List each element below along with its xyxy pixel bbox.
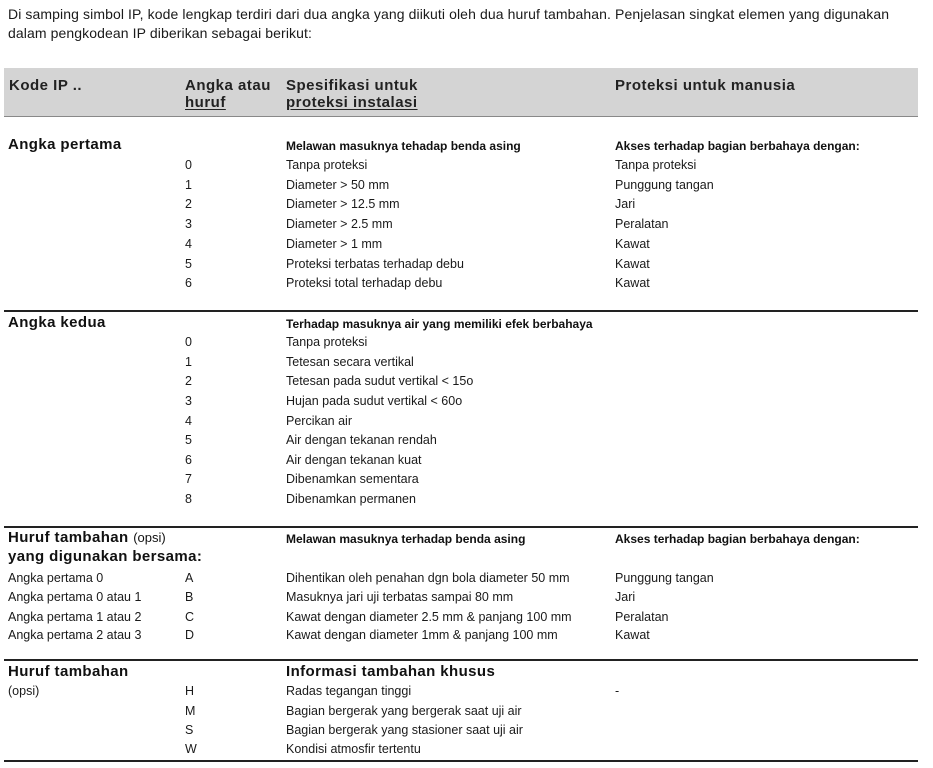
- code-cell: 1: [185, 178, 192, 192]
- spec-cell: Air dengan tekanan rendah: [286, 433, 437, 447]
- table-row: [0, 374, 933, 393]
- spec-heading: Informasi tambahan khusus: [286, 663, 496, 680]
- code-cell: 6: [185, 276, 192, 290]
- header-angka-line2: huruf: [185, 94, 226, 111]
- protection-heading: Akses terhadap bagian berbahaya dengan:: [615, 532, 860, 546]
- code-cell: W: [185, 742, 197, 756]
- table-row: [0, 414, 933, 433]
- code-cell: C: [185, 610, 195, 624]
- spec-cell: Tetesan secara vertikal: [286, 355, 414, 369]
- code-cell: B: [185, 590, 194, 604]
- table-header: [4, 68, 918, 117]
- spec-cell: Kawat dengan diameter 2.5 mm & panjang 100 mm: [286, 610, 572, 624]
- spec-heading: Melawan masuknya tehadap benda asing: [286, 139, 521, 153]
- spec-cell: Dibenamkan permanen: [286, 492, 416, 506]
- protection-cell: Tanpa proteksi: [615, 158, 697, 172]
- section-title-line2: yang digunakan bersama:: [8, 548, 203, 565]
- table-row: [0, 355, 933, 374]
- spec-cell: Tetesan pada sudut vertikal < 15o: [286, 374, 474, 388]
- protection-cell: Punggung tangan: [615, 571, 714, 585]
- section-title-optional: (opsi): [133, 530, 166, 545]
- protection-cell: Kawat: [615, 257, 650, 271]
- section-title-main: Huruf tambahan: [8, 529, 129, 546]
- table-row: [0, 453, 933, 472]
- section-title: Angka kedua: [8, 314, 106, 331]
- spec-cell: Masuknya jari uji terbatas sampai 80 mm: [286, 590, 514, 604]
- code-cell: A: [185, 571, 194, 585]
- protection-cell: Peralatan: [615, 610, 669, 624]
- section-title: Angka pertama: [8, 136, 122, 153]
- spec-cell: Hujan pada sudut vertikal < 60o: [286, 394, 463, 408]
- code-cell: 5: [185, 257, 192, 271]
- table-row: [0, 492, 933, 511]
- label-cell: Angka pertama 0: [8, 571, 104, 585]
- code-cell: 5: [185, 433, 192, 447]
- code-cell: 4: [185, 414, 192, 428]
- table-row: [0, 571, 933, 590]
- table-row: [0, 276, 933, 295]
- spec-cell: Diameter > 12.5 mm: [286, 197, 400, 211]
- section-divider: [4, 310, 918, 312]
- header-proteksi-manusia: Proteksi untuk manusia: [615, 77, 796, 94]
- spec-cell: Bagian bergerak yang stasioner saat uji air: [286, 723, 523, 737]
- label-cell: Angka pertama 0 atau 1: [8, 590, 142, 604]
- spec-cell: Proteksi terbatas terhadap debu: [286, 257, 464, 271]
- protection-cell: -: [615, 684, 620, 698]
- protection-cell: Kawat: [615, 276, 650, 290]
- spec-cell: Radas tegangan tinggi: [286, 684, 412, 698]
- code-cell: 7: [185, 472, 192, 486]
- code-cell: D: [185, 628, 195, 642]
- section-title: Huruf tambahan: [8, 663, 129, 680]
- code-cell: 1: [185, 355, 192, 369]
- spec-cell: Tanpa proteksi: [286, 335, 368, 349]
- code-cell: 6: [185, 453, 192, 467]
- table-row: [0, 684, 933, 703]
- spec-cell: Diameter > 50 mm: [286, 178, 390, 192]
- protection-cell: Kawat: [615, 237, 650, 251]
- code-cell: H: [185, 684, 195, 698]
- header-spec-line2: proteksi instalasi: [286, 94, 418, 111]
- spec-cell: Proteksi total terhadap debu: [286, 276, 443, 290]
- spec-cell: Dibenamkan sementara: [286, 472, 419, 486]
- section-divider: [4, 526, 918, 528]
- code-cell: 0: [185, 158, 192, 172]
- spec-cell: Diameter > 2.5 mm: [286, 217, 393, 231]
- header-kode-ip: Kode IP ..: [9, 77, 83, 94]
- protection-cell: Kawat: [615, 628, 650, 642]
- code-cell: 2: [185, 197, 192, 211]
- table-row: [0, 237, 933, 256]
- table-row: [0, 742, 933, 761]
- table-row: [0, 217, 933, 236]
- table-row: [0, 197, 933, 216]
- spec-cell: Diameter > 1 mm: [286, 237, 383, 251]
- code-cell: 3: [185, 217, 192, 231]
- code-cell: M: [185, 704, 196, 718]
- spec-cell: Bagian bergerak yang bergerak saat uji air: [286, 704, 522, 718]
- protection-cell: Peralatan: [615, 217, 669, 231]
- spec-cell: Tanpa proteksi: [286, 158, 368, 172]
- code-cell: 0: [185, 335, 192, 349]
- protection-heading: Akses terhadap bagian berbahaya dengan:: [615, 139, 860, 153]
- table-row: [0, 628, 933, 647]
- label-cell: (opsi): [8, 684, 40, 698]
- spec-cell: Kawat dengan diameter 1mm & panjang 100 mm: [286, 628, 558, 642]
- header-angka-line1: Angka atau: [185, 77, 271, 94]
- code-cell: 8: [185, 492, 192, 506]
- code-cell: 3: [185, 394, 192, 408]
- spec-cell: Percikan air: [286, 414, 352, 428]
- label-cell: Angka pertama 1 atau 2: [8, 610, 142, 624]
- header-angka-huruf: [185, 77, 271, 111]
- table-row: [0, 394, 933, 413]
- table-row: [0, 472, 933, 491]
- table-row: [0, 158, 933, 177]
- spec-heading: Melawan masuknya terhadap benda asing: [286, 532, 526, 546]
- code-cell: 4: [185, 237, 192, 251]
- spec-heading: Terhadap masuknya air yang memiliki efek berbahaya: [286, 317, 593, 331]
- spec-cell: Air dengan tekanan kuat: [286, 453, 422, 467]
- protection-cell: Jari: [615, 590, 636, 604]
- table-row: [0, 590, 933, 609]
- table-row: [0, 433, 933, 452]
- table-bottom-rule: [4, 760, 918, 762]
- spec-cell: Dihentikan oleh penahan dgn bola diameter 50 mm: [286, 571, 570, 585]
- table-row: [0, 723, 933, 742]
- intro-paragraph: Di samping simbol IP, kode lengkap terdiri dari dua angka yang diikuti oleh dua huruf tambahan. Penjelasan singkat elemen yang digunakan dalam pengkodean IP diberikan sebagai berikut:: [8, 6, 890, 41]
- section-divider: [4, 659, 918, 661]
- table-row: [0, 178, 933, 197]
- code-cell: S: [185, 723, 194, 737]
- table-row: [0, 704, 933, 723]
- section-title: [8, 529, 166, 546]
- header-spec-line1: Spesifikasi untuk: [286, 77, 418, 94]
- spec-cell: Kondisi atmosfir tertentu: [286, 742, 421, 756]
- table-row: [0, 610, 933, 629]
- header-spesifikasi: [286, 77, 418, 111]
- table-row: [0, 335, 933, 354]
- label-cell: Angka pertama 2 atau 3: [8, 628, 142, 642]
- table-row: [0, 257, 933, 276]
- code-cell: 2: [185, 374, 192, 388]
- protection-cell: Punggung tangan: [615, 178, 714, 192]
- protection-cell: Jari: [615, 197, 636, 211]
